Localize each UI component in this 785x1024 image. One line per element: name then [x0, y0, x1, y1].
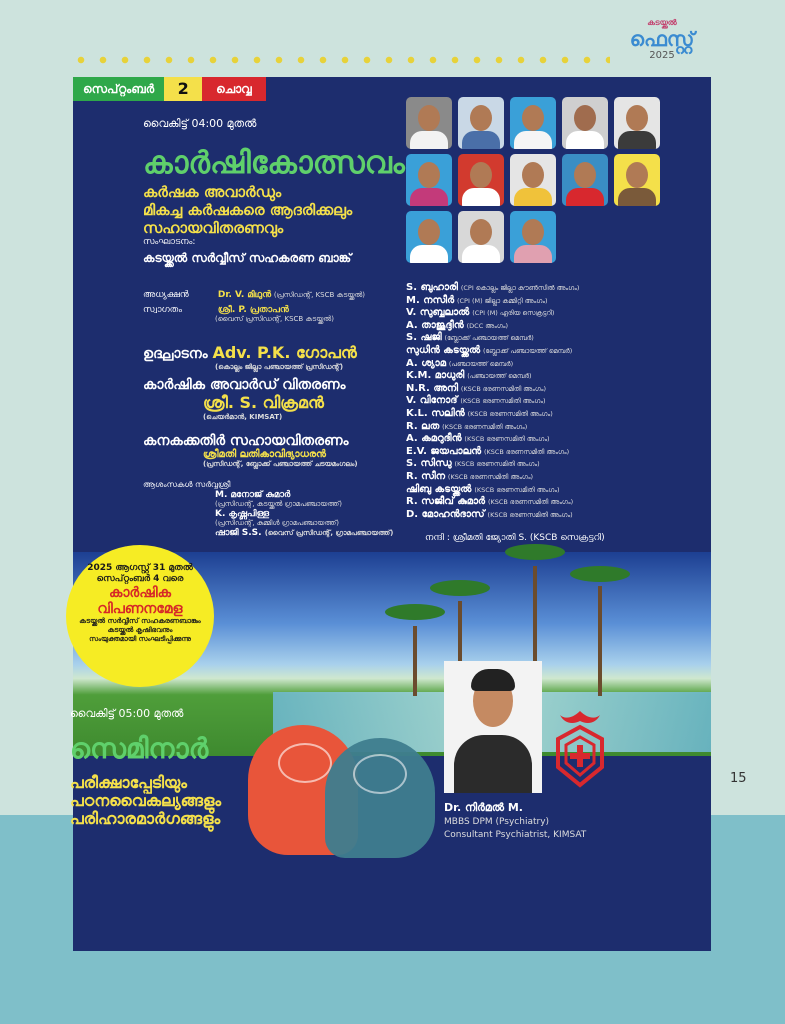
member-name: S. ബുഹാരി	[406, 282, 458, 293]
welcome-label: സ്വാഗതം	[143, 305, 183, 315]
palm-leaf	[505, 544, 565, 560]
award-row	[143, 377, 345, 422]
head-silhouette-teal	[325, 738, 435, 858]
aid-name: ശ്രീമതി ലതികാവിദ്യാധരൻ	[203, 449, 327, 460]
member-item	[406, 282, 706, 295]
president-note: (പ്രസിഡന്റ്, KSCB കടയ്ക്കൽ)	[273, 291, 366, 299]
member-role: (KSCB ഭരണസമിതി അംഗം)	[447, 472, 534, 481]
president-row	[143, 290, 365, 300]
speaker-role: Consultant Psychiatrist, KIMSAT	[444, 830, 587, 840]
palm-tree	[598, 586, 602, 696]
member-item	[406, 496, 706, 509]
member-role: (DCC അംഗം)	[466, 321, 509, 330]
member-role: (KSCB ഭരണസമിതി അംഗം)	[487, 498, 574, 507]
event1-time: വൈകിട്ട് 04:00 മുതൽ	[143, 117, 257, 130]
member-item	[406, 458, 706, 471]
member-role: (KSCB ഭരണസമിതി അംഗം)	[483, 447, 570, 456]
president-label: അധ്യക്ഷൻ	[143, 290, 189, 300]
speaker-degree: MBBS DPM (Psychiatry)	[444, 817, 550, 827]
dignitary-photo	[562, 154, 608, 206]
speaker-photo	[444, 661, 542, 793]
subtitle-line: കർഷക അവാർഡും	[143, 183, 282, 201]
member-role: (KSCB ഭരണസമിതി അംഗം)	[467, 409, 553, 418]
logo-main-text: ഫെസ്റ്റ്	[629, 27, 695, 51]
dignitary-photo	[510, 97, 556, 149]
member-item	[406, 446, 706, 459]
member-name: A. താജുദ്ദീൻ	[406, 319, 464, 331]
vote-of-thanks: നന്ദി : ശ്രീമതി ജ്യോതി S. (KSCB സെക്രട്ടറി)	[425, 533, 605, 543]
member-item	[406, 421, 706, 434]
topic-line: പരീക്ഷാപ്പേടിയും	[70, 773, 187, 792]
speaker-name: Dr. നിർമൽ M.	[444, 801, 523, 814]
dignitary-photo	[458, 211, 504, 263]
member-item	[406, 358, 706, 371]
event1-title: കാർഷികോത്സവം	[143, 145, 405, 181]
member-item	[406, 307, 706, 320]
kimsat-logo-icon	[552, 705, 608, 791]
member-role: (KSCB ഭരണസമിതി അംഗം)	[487, 510, 573, 519]
member-item	[406, 320, 706, 333]
date-weekday: ചൊവ്വ	[202, 77, 266, 101]
organizer-name: കടയ്ക്കൽ സർവ്വീസ് സഹകരണ ബാങ്ക്	[143, 251, 352, 265]
aid-note: (പ്രസിഡന്റ്, ബ്ലോക്ക് പഞ്ചായത്ത് ചടയമംഗലം)	[203, 460, 358, 468]
logo-year: 2025	[649, 50, 675, 61]
member-name: M. നസീർ	[406, 294, 455, 306]
event1-subtitle	[143, 183, 352, 237]
page-number: 15	[730, 771, 747, 786]
mela-title-line: കാർഷിക	[108, 585, 171, 601]
member-item	[406, 295, 706, 308]
member-item	[406, 383, 706, 396]
member-name: R. സീന	[406, 470, 446, 482]
dignitary-photo	[614, 154, 660, 206]
welcome-name: ശ്രീ. P. പ്രതാപൻ	[217, 305, 289, 315]
member-name: A. കമറുദീൻ	[406, 433, 462, 445]
greetings-label: ആശംസകൾ സർവ്വശ്രീ	[143, 480, 231, 489]
inauguration-note: (കൊല്ലം ജില്ലാ പഞ്ചായത്ത് പ്രസിഡന്റ്)	[215, 363, 344, 371]
seminar-topic	[70, 774, 221, 828]
organizer-label: സംഘാടനം:	[143, 237, 196, 247]
award-label: കാർഷിക അവാർഡ് വിതരണം	[143, 377, 346, 393]
dignitary-photo	[510, 154, 556, 206]
brain-icon	[353, 754, 407, 794]
member-item	[406, 471, 706, 484]
member-item	[406, 395, 706, 408]
palm-leaf	[430, 580, 490, 596]
greeter-name: K. കൃഷ്ണപിള്ള	[215, 509, 270, 519]
member-role: (പഞ്ചായത്ത് മെമ്പർ)	[467, 372, 532, 381]
dignitary-photo	[458, 154, 504, 206]
aid-row	[143, 433, 358, 469]
member-item	[406, 345, 706, 358]
mela-desc-line: കടയ്ക്കൽ കൃഷിഭവനും	[107, 626, 173, 634]
member-role: (KSCB ഭരണസമിതി അംഗം)	[442, 422, 528, 431]
member-role: (CPI കൊല്ലം ജില്ലാ കൗൺസിൽ അംഗം)	[460, 284, 580, 292]
greeter-name	[215, 528, 393, 538]
member-role: (KSCB ഭരണസമിതി അംഗം)	[460, 397, 546, 406]
member-role: (പഞ്ചായത്ത് മെമ്പർ)	[448, 359, 514, 368]
member-role: (KSCB ഭരണസമിതി അംഗം)	[454, 460, 540, 469]
inauguration-name: Adv. P.K. ഗോപൻ	[212, 343, 357, 362]
member-role: (ബ്ലോക്ക് പഞ്ചായത്ത് മെമ്പർ)	[482, 346, 573, 355]
member-list	[406, 282, 706, 521]
greeter-name-text: ഷാജി S.S.	[215, 528, 262, 538]
member-item	[406, 370, 706, 383]
member-role: (KSCB ഭരണസമിതി അംഗം)	[460, 384, 547, 393]
mela-desc-line: കടയ്ക്കൽ സർവ്വീസ് സഹകരണബാങ്കും	[79, 617, 201, 625]
member-item	[406, 509, 706, 522]
member-role: (KSCB ഭരണസമിതി അംഗം)	[464, 435, 550, 444]
member-name: ഷിബു കടയ്ക്കൽ	[406, 483, 472, 495]
award-note: (ചെയർമാൻ, KIMSAT)	[203, 413, 283, 421]
palm-tree	[413, 626, 417, 696]
member-name: N.R. അനി	[406, 382, 458, 394]
member-name: V. വിനോദ്	[406, 395, 458, 407]
member-name: S. ഷജി	[406, 332, 442, 344]
date-day: 2	[164, 77, 202, 101]
fest-logo	[612, 18, 712, 78]
mela-desc-line: സംയുക്തമായി സംഘടിപ്പിക്കുന്നു	[89, 635, 191, 643]
greeter-name: M. മനോജ് കുമാർ	[215, 490, 291, 500]
award-name: ശ്രീ. S. വിക്രമൻ	[203, 393, 324, 412]
inauguration-label: ഉദ്ഘാടനം	[143, 346, 208, 362]
aid-label: കനകക്കതിർ സഹായവിതരണം	[143, 433, 349, 449]
member-name: R. ലത	[406, 420, 440, 432]
member-name: E.V. ജയപാലൻ	[406, 445, 482, 457]
member-name: A. ശ്യാമ	[406, 357, 446, 369]
date-month: സെപ്റ്റംബർ	[73, 77, 164, 101]
greeter-note: (പ്രസിഡന്റ്, കടയ്ക്കൽ ഗ്രാമപഞ്ചായത്ത്)	[215, 500, 342, 508]
member-role: (CPI (M) ഏരിയ സെക്രട്ടറി)	[472, 309, 555, 318]
subtitle-line: സഹായവിതരണവും	[143, 219, 284, 237]
member-name: R. സജീവ് കുമാർ	[406, 496, 486, 508]
member-item	[406, 484, 706, 497]
member-name: D. മോഹൻദാസ്	[406, 508, 485, 520]
seminar-title: സെമിനാർ	[70, 732, 209, 765]
member-item	[406, 433, 706, 446]
inauguration-row	[143, 343, 357, 372]
subtitle-line: മികച്ച കർഷകരെ ആദരിക്കലും	[143, 201, 353, 219]
brain-icon	[278, 743, 332, 783]
palm-leaf	[385, 604, 445, 620]
mela-title-line: വിപണനമേള	[97, 601, 183, 617]
member-role: (KSCB ഭരണസമിതി അംഗം)	[474, 485, 560, 494]
dignitary-photo	[614, 97, 660, 149]
member-name: V. സുബ്ബലാൽ	[406, 307, 470, 319]
topic-line: പഠനവൈകല്യങ്ങളും	[70, 791, 222, 810]
dignitary-photo	[510, 211, 556, 263]
dignitary-photo	[562, 97, 608, 149]
seminar-time: വൈകിട്ട് 05:00 മുതൽ	[70, 707, 184, 720]
logo-top-text: കടയ്ക്കൽ	[647, 18, 677, 27]
member-role: (CPI (M) ജില്ലാ കമ്മിറ്റി അംഗം)	[456, 296, 548, 305]
member-role: (ബ്ലോക്ക് പഞ്ചായത്ത് മെമ്പർ)	[444, 334, 534, 343]
mela-dates: 2025 ആഗസ്റ്റ് 31 മുതൽ സെപ്റ്റംബർ 4 വരെ	[87, 563, 193, 584]
member-item	[406, 332, 706, 345]
greeter-note: (പ്രസിഡന്റ്, കുമ്മിൾ ഗ്രാമപഞ്ചായത്ത്)	[215, 519, 340, 527]
dignitary-photo	[406, 211, 452, 263]
member-item	[406, 408, 706, 421]
member-name: സുധിൻ കടയ്ക്കൽ	[406, 344, 481, 356]
dignitary-photo	[406, 154, 452, 206]
welcome-note: (വൈസ് പ്രസിഡന്റ്, KSCB കടയ്ക്കൽ)	[215, 315, 334, 323]
greetings-block	[143, 480, 393, 538]
dotted-divider	[70, 56, 610, 64]
president-name: Dr. V. മിഥുൻ	[217, 290, 272, 300]
member-name: S. സിന്ധു	[406, 458, 452, 470]
welcome-row	[143, 305, 334, 324]
dignitary-photo	[406, 97, 452, 149]
member-name: K.L. സലിൻ	[406, 407, 465, 419]
topic-line: പരിഹാരമാർഗങ്ങളും	[70, 809, 221, 828]
mela-badge	[66, 545, 214, 687]
date-bar	[73, 77, 266, 101]
dignitary-photo	[458, 97, 504, 149]
member-name: K.M. മാധുരി	[406, 370, 465, 382]
greeter	[215, 490, 393, 538]
greeter-note: (വൈസ് പ്രസിഡന്റ്, ഗ്രാമപഞ്ചായത്ത്)	[264, 529, 394, 537]
palm-leaf	[570, 566, 630, 582]
